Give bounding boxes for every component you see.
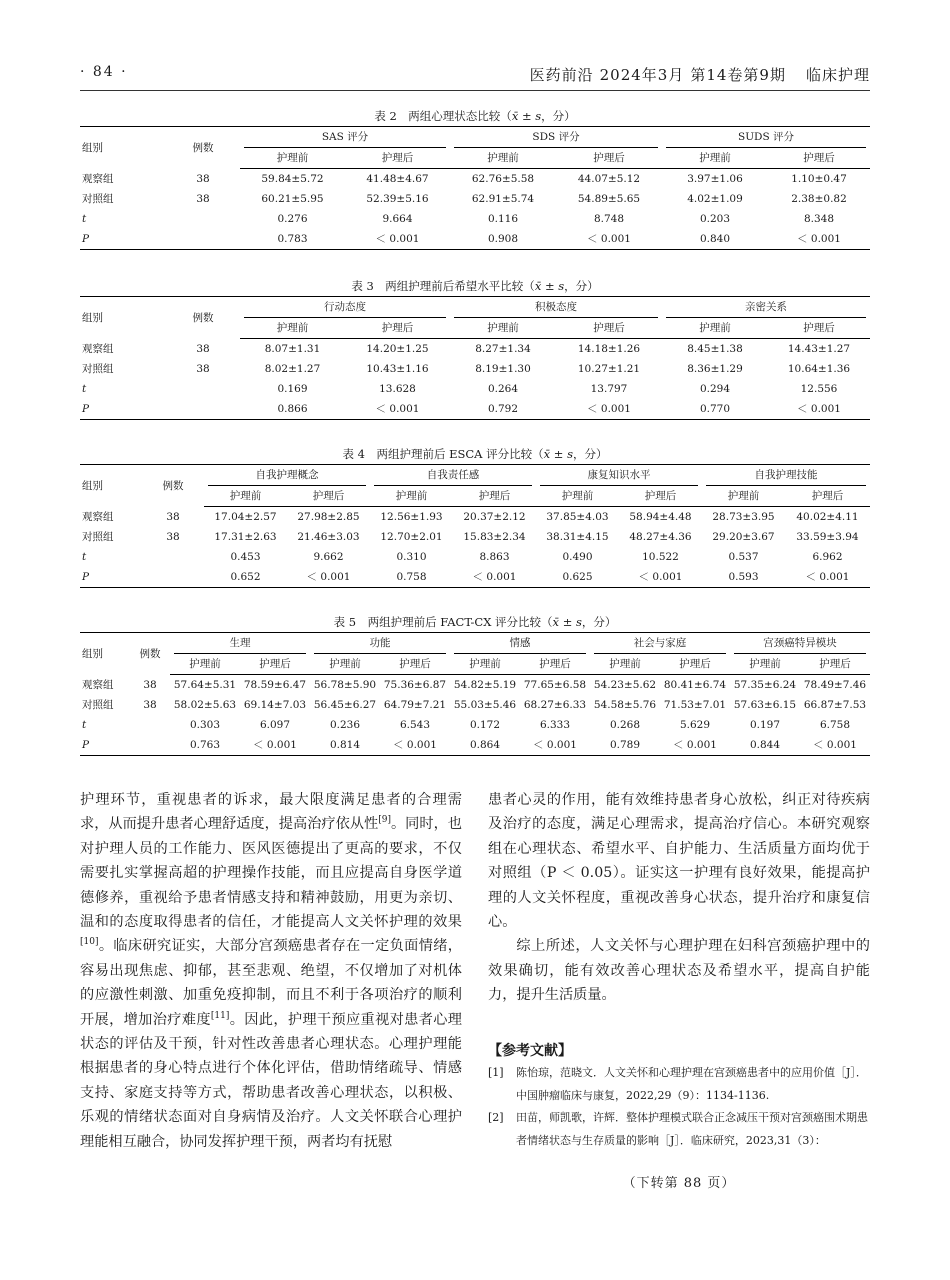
table-cell: 12.70±2.01 bbox=[380, 531, 443, 543]
table-cell: 56.45±6.27 bbox=[313, 699, 377, 711]
row-label: P bbox=[80, 735, 130, 756]
col-header-pre: 护理前 bbox=[240, 148, 345, 169]
table-row bbox=[80, 735, 870, 756]
table-cell: 17.31±2.63 bbox=[214, 531, 277, 543]
table-cell: 56.78±5.90 bbox=[313, 679, 377, 691]
row-label: t bbox=[82, 719, 87, 731]
col-group-header bbox=[370, 465, 536, 487]
table-cell: 0.783 bbox=[240, 229, 345, 250]
table-cell: 8.348 bbox=[803, 213, 835, 225]
table-cell: 68.27±6.33 bbox=[523, 699, 587, 711]
citation: [11] bbox=[210, 1010, 230, 1021]
col-header-post: 护理后 bbox=[556, 148, 662, 169]
data-table bbox=[80, 632, 870, 756]
table-cell: 8.07±1.31 bbox=[264, 343, 321, 355]
table-caption: 表 4 两组护理前后 ESCA 评分比较（x̄ ± s，分） bbox=[342, 447, 608, 461]
col-group-header bbox=[240, 297, 450, 319]
table-cell: ＜ 0.001 bbox=[660, 735, 730, 756]
data-table bbox=[80, 126, 870, 250]
table-cell: 0.203 bbox=[699, 213, 731, 225]
row-label: 观察组 bbox=[82, 678, 114, 691]
col-group-label: 亲密关系 bbox=[666, 297, 866, 318]
col-header-post: 护理后 bbox=[240, 654, 310, 675]
table-cell: 2.38±0.82 bbox=[791, 193, 847, 205]
table-cell: 13.797 bbox=[590, 383, 628, 395]
table-row bbox=[80, 379, 870, 399]
table-cell: 0.792 bbox=[450, 399, 556, 420]
row-cases: 38 bbox=[143, 678, 157, 691]
col-header-pre: 护理前 bbox=[730, 654, 800, 675]
col-group-header bbox=[662, 297, 870, 319]
table-row bbox=[80, 189, 870, 209]
table-caption: 表 3 两组护理前后希望水平比较（x̄ ± s，分） bbox=[351, 279, 599, 293]
table-cell: 4.02±1.09 bbox=[687, 193, 743, 205]
col-group-label: SAS 评分 bbox=[244, 127, 446, 148]
table-cell: 0.490 bbox=[562, 551, 593, 563]
col-group-header bbox=[450, 127, 662, 149]
section-name: 临床护理 bbox=[805, 66, 870, 84]
row-cases bbox=[130, 735, 170, 756]
table-row bbox=[80, 567, 870, 588]
table-cell: 0.236 bbox=[329, 719, 361, 731]
table-cell: 38.31±4.15 bbox=[546, 531, 609, 543]
table-cell: 44.07±5.12 bbox=[577, 173, 641, 185]
reference-text: 陈怡琼，范晓文．人文关怀和心理护理在宫颈癌患者中的应用价值［J］．中国肿瘤临床与康复，2022,29（9）：1134-1136. bbox=[516, 1066, 867, 1102]
table-cell: 62.91±5.74 bbox=[471, 193, 535, 205]
table-cell: 9.662 bbox=[313, 551, 344, 563]
col-group-label: 积极态度 bbox=[454, 297, 658, 318]
col-group-label: 自我护理技能 bbox=[706, 465, 866, 486]
table-cell: 78.59±6.47 bbox=[243, 679, 307, 691]
table-cell: 0.116 bbox=[487, 213, 519, 225]
col-header-pre: 护理前 bbox=[170, 654, 240, 675]
table-cell: 54.58±5.76 bbox=[593, 699, 657, 711]
col-header-post: 护理后 bbox=[768, 148, 870, 169]
continued-note: （下转第 88 页） bbox=[622, 1176, 736, 1191]
table-cell: 12.556 bbox=[800, 383, 838, 395]
row-label: 观察组 bbox=[82, 342, 114, 355]
col-header-pre: 护理前 bbox=[450, 148, 556, 169]
col-header-post: 护理后 bbox=[345, 148, 450, 169]
col-group-header bbox=[590, 633, 730, 655]
table-cell: 0.276 bbox=[277, 213, 308, 225]
table-cell: 14.43±1.27 bbox=[787, 343, 851, 355]
row-label: t bbox=[82, 551, 87, 563]
table-cell: 20.37±2.12 bbox=[463, 511, 526, 523]
col-header-group: 组别 bbox=[80, 127, 166, 169]
table-cell: 77.65±6.58 bbox=[523, 679, 587, 691]
table-cell: 33.59±3.94 bbox=[796, 531, 859, 543]
col-group-label: 宫颈癌特异模块 bbox=[734, 633, 866, 654]
row-cases: 38 bbox=[196, 172, 210, 185]
table-cell: 8.02±1.27 bbox=[264, 363, 321, 375]
row-cases: 38 bbox=[143, 699, 157, 711]
col-header-pre: 护理前 bbox=[590, 654, 660, 675]
row-label: 对照组 bbox=[82, 531, 114, 543]
table-cell: 54.82±5.19 bbox=[453, 679, 517, 691]
citation: [10] bbox=[80, 937, 99, 948]
table-cell: 58.94±4.48 bbox=[629, 511, 692, 523]
col-header-cases: 例数 bbox=[130, 633, 170, 675]
table-cell: 71.53±7.01 bbox=[663, 699, 727, 711]
table-cell: 62.76±5.58 bbox=[471, 173, 535, 185]
table-cell: 40.02±4.11 bbox=[796, 511, 859, 523]
table-row bbox=[80, 547, 870, 567]
table-cell: 14.18±1.26 bbox=[577, 343, 641, 355]
col-header-pre: 护理前 bbox=[536, 486, 619, 507]
table-cell: 0.169 bbox=[277, 383, 308, 395]
table-cell: ＜ 0.001 bbox=[619, 567, 702, 588]
header-row bbox=[80, 633, 870, 655]
col-header-post: 护理后 bbox=[287, 486, 370, 507]
table-cell: 64.79±7.21 bbox=[383, 699, 447, 711]
table-cell: 60.21±5.95 bbox=[261, 193, 324, 205]
row-cases bbox=[166, 399, 240, 420]
table-row bbox=[80, 507, 870, 528]
table-cell: 54.23±5.62 bbox=[593, 679, 657, 691]
table-caption: 表 2 两组心理状态比较（x̄ ± s，分） bbox=[374, 109, 576, 123]
volume-issue: 第14卷第9期 bbox=[690, 66, 786, 84]
table-row bbox=[80, 715, 870, 735]
row-cases bbox=[142, 567, 204, 588]
col-header-post: 护理后 bbox=[619, 486, 702, 507]
data-table bbox=[80, 464, 870, 588]
table-cell: 5.629 bbox=[679, 719, 711, 731]
table-cell: 57.63±6.15 bbox=[733, 699, 797, 711]
col-header-post: 护理后 bbox=[785, 486, 870, 507]
col-header-pre: 护理前 bbox=[662, 318, 768, 339]
table-cell: 8.36±1.29 bbox=[687, 363, 743, 375]
body-paragraph: 患者心灵的作用，能有效维持患者身心放松，纠正对待疾病及治疗的态度，满足心理需求，提高治疗信心。本研究观察组在心理状态、希望水平、自护能力、生活质量方面均优于对照组（P ＜ 0.05）。证实这一护理有良好效果，能提高护理的人文关怀程度，重视改善身心状态，提升治疗和康复信心。 bbox=[488, 792, 870, 931]
table-cell: 0.625 bbox=[536, 567, 619, 588]
col-group-label: 康复知识水平 bbox=[540, 465, 698, 486]
col-header-group: 组别 bbox=[80, 633, 130, 675]
body-left-column bbox=[80, 788, 462, 1154]
row-label: t bbox=[82, 383, 87, 395]
col-header-pre: 护理前 bbox=[204, 486, 287, 507]
table-cell: 29.20±3.67 bbox=[712, 531, 775, 543]
table-cell: 41.48±4.67 bbox=[366, 173, 429, 185]
table-cell: ＜ 0.001 bbox=[556, 229, 662, 250]
col-header-post: 护理后 bbox=[768, 318, 870, 339]
table-cell: ＜ 0.001 bbox=[380, 735, 450, 756]
table-cell: 0.453 bbox=[230, 551, 261, 563]
table-cell: 10.43±1.16 bbox=[366, 363, 429, 375]
table-row bbox=[80, 359, 870, 379]
col-group-header bbox=[240, 127, 450, 149]
table-row bbox=[80, 339, 870, 360]
table-cell: 27.98±2.85 bbox=[297, 511, 360, 523]
reference-item bbox=[488, 1107, 870, 1152]
table-row bbox=[80, 209, 870, 229]
col-header-group: 组别 bbox=[80, 297, 166, 339]
table-cell: 0.844 bbox=[730, 735, 800, 756]
reference-number: [1] bbox=[488, 1066, 504, 1079]
table-cell: 80.41±6.74 bbox=[663, 679, 727, 691]
table-5 bbox=[80, 612, 870, 756]
table-cell: 28.73±3.95 bbox=[712, 511, 775, 523]
col-header-pre: 护理前 bbox=[702, 486, 785, 507]
table-cell: ＜ 0.001 bbox=[345, 399, 450, 420]
table-cell: 0.789 bbox=[590, 735, 660, 756]
row-label: P bbox=[80, 567, 142, 588]
table-cell: 0.840 bbox=[662, 229, 768, 250]
table-cell: 54.89±5.65 bbox=[577, 193, 641, 205]
table-row bbox=[80, 675, 870, 696]
col-header-post: 护理后 bbox=[660, 654, 730, 675]
table-cell: ＜ 0.001 bbox=[345, 229, 450, 250]
col-group-label: 情感 bbox=[454, 633, 586, 654]
table-cell: 8.19±1.30 bbox=[475, 363, 531, 375]
col-group-header bbox=[170, 633, 310, 655]
table-cell: 0.908 bbox=[450, 229, 556, 250]
table-cell: 0.303 bbox=[189, 719, 221, 731]
col-group-header bbox=[702, 465, 870, 487]
row-label: 观察组 bbox=[82, 172, 114, 185]
journal-name: 医药前沿 bbox=[529, 66, 594, 84]
table-cell: 8.27±1.34 bbox=[475, 343, 531, 355]
col-header-group: 组别 bbox=[80, 465, 142, 507]
col-header-post: 护理后 bbox=[520, 654, 590, 675]
table-cell: 6.758 bbox=[819, 719, 851, 731]
row-cases bbox=[166, 209, 240, 229]
row-cases: 38 bbox=[196, 363, 210, 375]
col-header-pre: 护理前 bbox=[310, 654, 380, 675]
table-cell: 55.03±5.46 bbox=[453, 699, 517, 711]
col-group-label: 功能 bbox=[314, 633, 446, 654]
table-cell: 58.02±5.63 bbox=[173, 699, 237, 711]
table-cell: 0.537 bbox=[728, 551, 759, 563]
table-2 bbox=[80, 106, 870, 250]
col-header-post: 护理后 bbox=[453, 486, 536, 507]
conclusion-paragraph: 综上所述，人文关怀与心理护理在妇科宫颈癌护理中的效果确切，能有效改善心理状态及希望水平，提高自护能力，提升生活质量。 bbox=[488, 938, 870, 1004]
col-header-pre: 护理前 bbox=[370, 486, 453, 507]
row-label: P bbox=[80, 399, 166, 420]
table-cell: 9.664 bbox=[382, 213, 413, 225]
row-cases: 38 bbox=[166, 531, 180, 543]
col-group-header bbox=[450, 633, 590, 655]
table-caption: 表 5 两组护理前后 FACT-CX 评分比较（x̄ ± s，分） bbox=[333, 615, 617, 629]
table-cell: 0.652 bbox=[204, 567, 287, 588]
table-cell: 0.758 bbox=[370, 567, 453, 588]
table-cell: 0.268 bbox=[609, 719, 641, 731]
col-group-label: SUDS 评分 bbox=[666, 127, 866, 148]
table-cell: 0.197 bbox=[749, 719, 781, 731]
table-cell: 57.35±6.24 bbox=[733, 679, 797, 691]
table-cell: ＜ 0.001 bbox=[768, 399, 870, 420]
row-cases bbox=[142, 547, 204, 567]
table-row bbox=[80, 695, 870, 715]
table-cell: 66.87±7.53 bbox=[803, 699, 867, 711]
col-group-label: 社会与家庭 bbox=[594, 633, 726, 654]
col-group-label: SDS 评分 bbox=[454, 127, 658, 148]
subheader-row bbox=[80, 654, 870, 675]
table-row bbox=[80, 399, 870, 420]
table-cell: 10.522 bbox=[642, 551, 679, 563]
row-cases: 38 bbox=[196, 342, 210, 355]
row-cases bbox=[166, 379, 240, 399]
reference-item bbox=[488, 1062, 870, 1107]
row-cases bbox=[166, 229, 240, 250]
table-cell: 0.294 bbox=[699, 383, 731, 395]
table-cell: 0.814 bbox=[310, 735, 380, 756]
col-header-cases: 例数 bbox=[142, 465, 204, 507]
col-header-cases: 例数 bbox=[166, 297, 240, 339]
table-cell: 0.310 bbox=[396, 551, 427, 563]
table-cell: 8.748 bbox=[593, 213, 625, 225]
col-header-pre: 护理前 bbox=[662, 148, 768, 169]
table-4 bbox=[80, 444, 870, 588]
table-cell: 57.64±5.31 bbox=[173, 679, 237, 691]
header-row bbox=[80, 465, 870, 487]
col-header-post: 护理后 bbox=[380, 654, 450, 675]
table-cell: 75.36±6.87 bbox=[383, 679, 447, 691]
table-cell: 69.14±7.03 bbox=[243, 699, 307, 711]
row-label: 观察组 bbox=[82, 510, 114, 523]
table-cell: 0.770 bbox=[662, 399, 768, 420]
col-header-cases: 例数 bbox=[166, 127, 240, 169]
table-cell: 6.097 bbox=[259, 719, 291, 731]
table-cell: 14.20±1.25 bbox=[366, 343, 429, 355]
table-cell: 6.962 bbox=[812, 551, 843, 563]
row-label: 对照组 bbox=[82, 363, 114, 375]
col-group-header bbox=[662, 127, 870, 149]
page-number: · 84 · bbox=[80, 64, 128, 80]
data-table bbox=[80, 296, 870, 420]
col-group-label: 生理 bbox=[174, 633, 306, 654]
table-row bbox=[80, 229, 870, 250]
table-cell: 6.543 bbox=[399, 719, 431, 731]
header-row bbox=[80, 127, 870, 149]
row-cases bbox=[130, 715, 170, 735]
table-cell: 0.593 bbox=[702, 567, 785, 588]
table-cell: ＜ 0.001 bbox=[800, 735, 870, 756]
table-cell: 12.56±1.93 bbox=[380, 511, 443, 523]
journal-info bbox=[524, 64, 870, 85]
col-group-header bbox=[310, 633, 450, 655]
col-group-header bbox=[450, 297, 662, 319]
col-group-label: 自我护理概念 bbox=[208, 465, 366, 486]
table-cell: 37.85±4.03 bbox=[546, 511, 609, 523]
table-row bbox=[80, 169, 870, 190]
col-group-header bbox=[536, 465, 702, 487]
table-cell: 48.27±4.36 bbox=[629, 531, 692, 543]
header-row bbox=[80, 297, 870, 319]
table-cell: 6.333 bbox=[539, 719, 571, 731]
table-cell: 78.49±7.46 bbox=[803, 679, 867, 691]
table-cell: 0.864 bbox=[450, 735, 520, 756]
table-cell: ＜ 0.001 bbox=[768, 229, 870, 250]
table-cell: 10.64±1.36 bbox=[787, 363, 851, 375]
col-header-post: 护理后 bbox=[345, 318, 450, 339]
row-cases: 38 bbox=[166, 510, 180, 523]
references-title: 【参考文献】 bbox=[488, 1043, 572, 1059]
col-header-pre: 护理前 bbox=[450, 318, 556, 339]
row-label: P bbox=[80, 229, 166, 250]
table-cell: ＜ 0.001 bbox=[520, 735, 590, 756]
table-cell: ＜ 0.001 bbox=[453, 567, 536, 588]
table-cell: ＜ 0.001 bbox=[287, 567, 370, 588]
reference-number: [2] bbox=[488, 1111, 504, 1124]
col-header-pre: 护理前 bbox=[240, 318, 345, 339]
table-cell: 21.46±3.03 bbox=[297, 531, 360, 543]
body-right-column bbox=[488, 788, 870, 1008]
table-cell: ＜ 0.001 bbox=[556, 399, 662, 420]
table-cell: 0.264 bbox=[487, 383, 519, 395]
table-cell: 10.27±1.21 bbox=[577, 363, 641, 375]
row-cases: 38 bbox=[196, 193, 210, 205]
row-label: 对照组 bbox=[82, 699, 114, 711]
running-header bbox=[80, 60, 870, 91]
reference-text: 田苗，师凯歌，许辉．整体护理模式联合正念减压干预对宫颈癌围术期患者情绪状态与生存质量的影响［J］．临床研究，2023,31（3）： bbox=[516, 1111, 868, 1147]
issue-date: 2024年3月 bbox=[599, 66, 685, 84]
table-cell: 59.84±5.72 bbox=[261, 173, 324, 185]
table-cell: 13.628 bbox=[379, 383, 416, 395]
col-group-header bbox=[204, 465, 370, 487]
table-cell: 3.97±1.06 bbox=[687, 173, 743, 185]
table-cell: 8.45±1.38 bbox=[687, 343, 743, 355]
col-group-label: 自我责任感 bbox=[374, 465, 532, 486]
table-cell: 8.863 bbox=[479, 551, 510, 563]
citation: [9] bbox=[378, 815, 391, 826]
col-header-post: 护理后 bbox=[556, 318, 662, 339]
table-cell: 0.866 bbox=[240, 399, 345, 420]
row-label: 对照组 bbox=[82, 193, 114, 205]
table-cell: 0.172 bbox=[469, 719, 501, 731]
col-group-label: 行动态度 bbox=[244, 297, 446, 318]
table-row bbox=[80, 527, 870, 547]
table-cell: ＜ 0.001 bbox=[785, 567, 870, 588]
reference-list bbox=[488, 1062, 870, 1152]
table-cell: 1.10±0.47 bbox=[791, 173, 847, 185]
table-cell: ＜ 0.001 bbox=[240, 735, 310, 756]
row-label: t bbox=[82, 213, 87, 225]
table-cell: 52.39±5.16 bbox=[366, 193, 429, 205]
body-paragraph: 护理环节，重视患者的诉求，最大限度满足患者的合理需求，从而提升患者心理舒适度，提高治疗依从性[9]。同时，也对护理人员的工作能力、医风医德提出了更高的要求，不仅需要扎实掌握高超的护理操作技能，而且应提高自身医学道德修养，重视给予患者情感支持和精神鼓励，用更为亲切、温和的态度取得患者的信任，才能提高人文关怀护理的效果[10]。临床研究证实，大部分宫颈癌患者存在一定负面情绪，容易出现焦虑、抑郁，甚至悲观、绝望，不仅增加了对机体的应激性刺激、加重免疫抑制，而且不利于各项治疗的顺利开展，增加治疗难度[11]。因此，护理干预应重视对患者心理状态的评估及干预，针对性改善患者心理状态。心理护理能根据患者的身心特点进行个体化评估，借助情绪疏导、情感支持、家庭支持等方式，帮助患者改善心理状态，以积极、乐观的情绪状态面对自身病情及治疗。人文关怀联合心理护理能相互融合，协同发挥护理干预，两者均有抚慰 bbox=[80, 792, 462, 1150]
table-3 bbox=[80, 276, 870, 420]
table-cell: 15.83±2.34 bbox=[463, 531, 526, 543]
col-header-post: 护理后 bbox=[800, 654, 870, 675]
col-header-pre: 护理前 bbox=[450, 654, 520, 675]
table-cell: 17.04±2.57 bbox=[214, 511, 277, 523]
table-cell: 0.763 bbox=[170, 735, 240, 756]
col-group-header bbox=[730, 633, 870, 655]
